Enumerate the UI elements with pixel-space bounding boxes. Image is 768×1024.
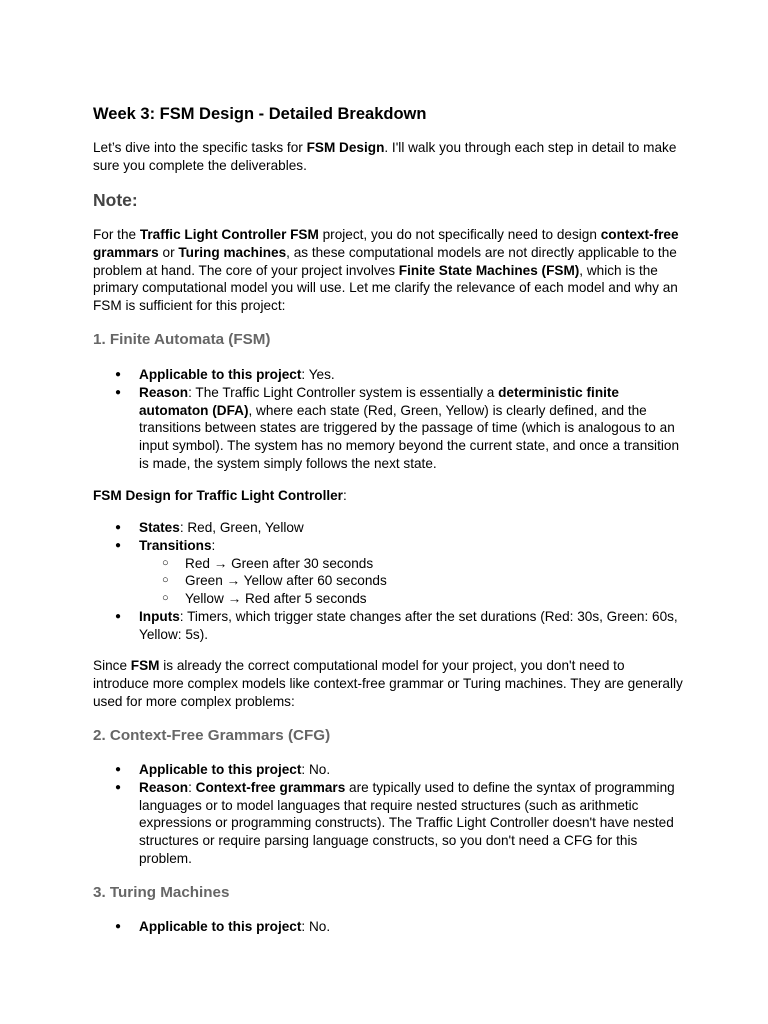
section-heading-cfg: 2. Context-Free Grammars (CFG) (93, 727, 331, 744)
list-item (115, 537, 683, 608)
turing-bullet-list (115, 918, 683, 936)
label-bold: deterministic finite automaton (DFA) (139, 384, 619, 418)
note-text: , as these computational models are not directly applicable to the problem at hand. The core of your project involves (93, 244, 677, 278)
fsm-bullet-list (115, 366, 683, 473)
intro-bold: FSM Design (306, 140, 385, 155)
note-paragraph (93, 226, 683, 315)
list-item (115, 519, 683, 537)
since-text: Since (93, 658, 131, 673)
note-text: or (158, 244, 179, 260)
value-text: : Yes. (301, 367, 335, 382)
label-bold: FSM Design for Traffic Light Controller (93, 488, 343, 503)
list-item (115, 366, 683, 384)
value-text: : Timers, which trigger state changes after the set durations (Red: 30s, Green: 60s, Yellow: 5s). (139, 608, 678, 642)
intro-text: Let’s dive into the specific tasks for (93, 140, 307, 155)
fsm-design-list (115, 519, 683, 644)
note-heading: Note: (93, 190, 138, 210)
value-text: : No. (301, 762, 331, 777)
label-bold: Reason (139, 384, 189, 400)
list-item (115, 918, 683, 936)
note-text: For the (93, 227, 140, 242)
cfg-bullet-list (115, 761, 683, 868)
section-heading-fsm: 1. Finite Automata (FSM) (93, 331, 271, 348)
list-item (115, 779, 683, 868)
value-text: : (342, 488, 347, 503)
value-text: : Red, Green, Yellow (179, 520, 304, 535)
section-heading-turing: 3. Turing Machines (93, 884, 230, 901)
fsm-design-heading (93, 487, 683, 505)
label-bold: Applicable to this project (139, 762, 302, 777)
list-item (115, 761, 683, 779)
value-text: are typically used to define the syntax of programming languages or to model languages that require nested structures (such as arithmetic expressions or programming constructs). The Traffic Light Controller doesn't have nested structures or require parsing language constructs, so you don't need a CFG for this problem. (139, 779, 675, 866)
note-text: project, you do not specifically need to design (318, 227, 601, 242)
note-bold: Traffic Light Controller FSM (139, 227, 319, 242)
note-bold: Turing machines (178, 244, 287, 260)
transition-item: ○ Yellow → Red after 5 seconds (162, 590, 683, 608)
list-item (115, 384, 683, 473)
value-text: , where each state (Red, Green, Yellow) is clearly defined, and the transitions between states are triggered by the passage of time (which is analogous to an input symbol). The system has no memory beyond the current state, and once a transition is made, the system simply follows the next state. (139, 402, 679, 471)
transition-item: ○ Green → Yellow after 60 seconds (162, 572, 683, 590)
note-bold: Finite State Machines (FSM) (398, 262, 580, 278)
intro-text: . I'll walk you through each step in detail to make sure you complete the deliverables. (93, 140, 677, 173)
note-text: , which is the primary computational model you will use. Let me clarify the relevance of each model and why an FSM is sufficient for this project: (93, 262, 678, 314)
label-bold: Transitions (139, 537, 212, 553)
transitions-list (139, 555, 683, 608)
label-bold: Applicable to this project (139, 919, 302, 934)
label-bold: States (139, 520, 180, 535)
list-item (115, 608, 683, 644)
since-bold: FSM (130, 658, 160, 673)
label-bold: Reason (139, 779, 189, 795)
note-bold: context-free grammars (93, 227, 679, 260)
label-bold: Applicable to this project (139, 367, 302, 382)
page-title: Week 3: FSM Design - Detailed Breakdown (93, 105, 427, 123)
value-text: : No. (301, 919, 331, 934)
value-text: : The Traffic Light Controller system is essentially a (188, 384, 499, 400)
label-bold: Inputs (139, 608, 180, 624)
label-bold: Context-free grammars (195, 779, 346, 795)
value-text: : (211, 537, 216, 553)
since-paragraph (93, 657, 683, 710)
value-text: : (188, 779, 196, 795)
transition-item: ○ Red → Green after 30 seconds (162, 555, 683, 573)
since-text: is already the correct computational model for your project, you don't need to introduce more complex models like context-free grammar or Turing machines. They are generally used for more complex problems: (93, 658, 683, 709)
intro-paragraph (93, 139, 683, 175)
